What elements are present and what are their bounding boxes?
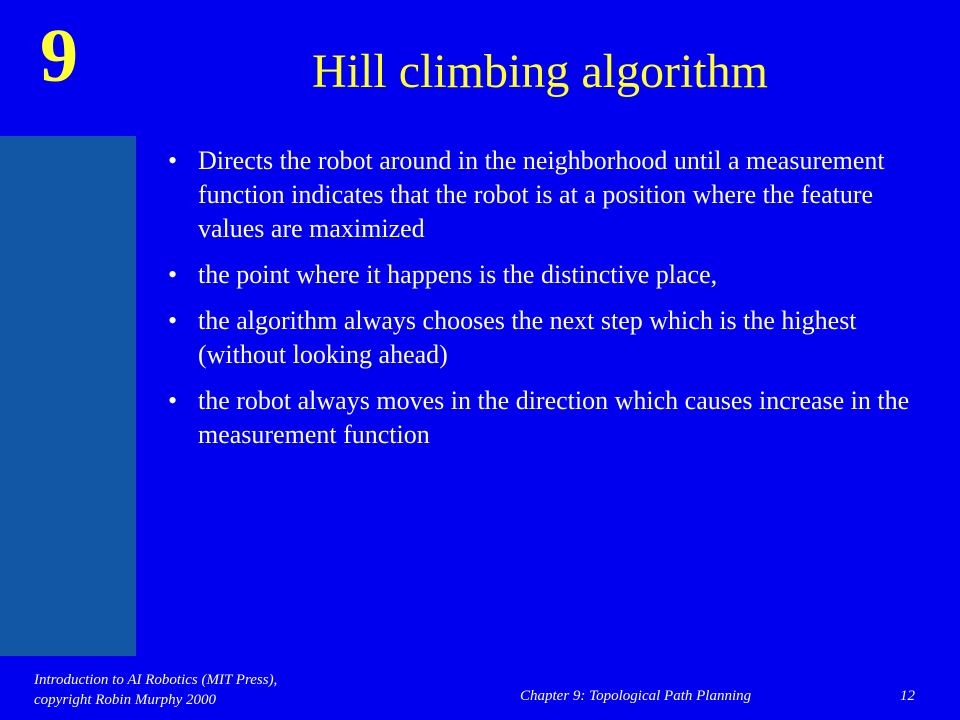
chapter-number: 9 xyxy=(40,14,78,98)
footer-credit xyxy=(34,670,354,710)
footer-credit-line-1: Introduction to AI Robotics (MIT Press), xyxy=(34,672,278,688)
bullet-dot: • xyxy=(168,146,178,175)
bullet-dot: • xyxy=(168,306,178,335)
bullet-item xyxy=(164,304,924,372)
bullet-text: Directs the robot around in the neighborhood until a measurement function indicates that the robot is at a position where the feature values are maximized xyxy=(198,146,885,243)
bullet-text: the point where it happens is the distinctive place, xyxy=(198,260,718,289)
bullet-text: the robot always moves in the direction which causes increase in the measurement function xyxy=(198,386,910,449)
side-bar xyxy=(0,136,136,656)
bullet-list xyxy=(164,144,924,464)
footer-credit-line-2: copyright Robin Murphy 2000 xyxy=(34,692,217,708)
bullet-text: the algorithm always chooses the next step which is the highest (without looking ahead) xyxy=(198,306,857,369)
bullet-dot: • xyxy=(168,386,178,415)
bullet-item xyxy=(164,384,924,452)
bullet-dot: • xyxy=(168,260,178,289)
bullet-item xyxy=(164,258,924,292)
footer-chapter: Chapter 9: Topological Path Planning xyxy=(520,688,752,704)
page-number: 12 xyxy=(900,688,915,704)
bullet-item xyxy=(164,144,924,246)
slide-title: Hill climbing algorithm xyxy=(312,45,768,98)
